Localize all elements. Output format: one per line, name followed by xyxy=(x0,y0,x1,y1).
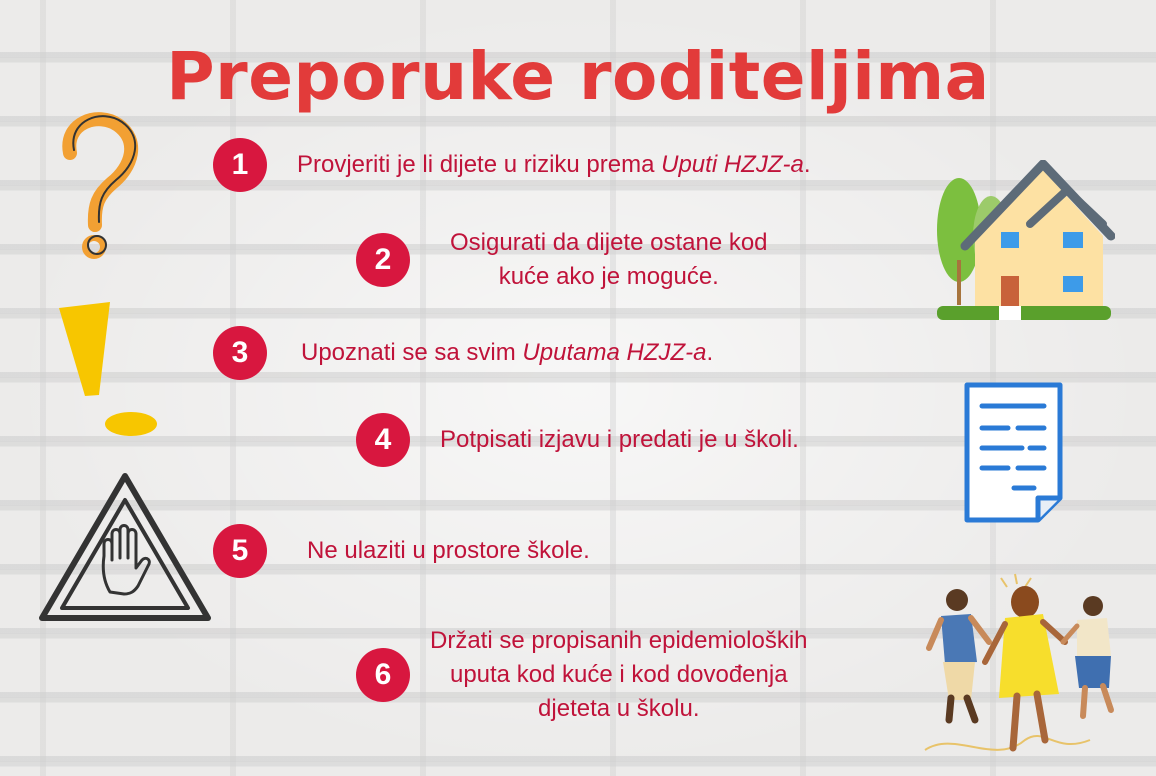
number-badge-5: 5 xyxy=(213,524,267,578)
question-mark-icon xyxy=(50,105,145,265)
document-icon xyxy=(962,380,1067,524)
page-title: Preporuke roditeljima xyxy=(166,38,990,115)
recommendation-3 xyxy=(213,326,713,380)
recommendation-4-text: Potpisati izjavu i predati je u školi. xyxy=(440,426,799,453)
recommendation-6-text: Držati se propisanih epidemioloških uputa kod kuće i kod dovođenja djeteta u školu. xyxy=(430,627,808,722)
number-badge-2: 2 xyxy=(356,233,410,287)
recommendation-5 xyxy=(213,524,590,578)
stop-hand-warning-icon xyxy=(38,470,213,625)
recommendation-3-text: Upoznati se sa svim Uputama HZJZ-a. xyxy=(301,339,714,366)
number-badge-1: 1 xyxy=(213,138,267,192)
recommendation-1 xyxy=(213,138,810,192)
number-badge-3: 3 xyxy=(213,326,267,380)
recommendation-2 xyxy=(356,226,768,294)
exclamation-mark-icon xyxy=(55,300,165,445)
recommendation-4 xyxy=(356,413,799,467)
number-badge-6: 6 xyxy=(356,648,410,702)
family-running-icon xyxy=(905,570,1130,770)
house-icon xyxy=(935,160,1115,328)
recommendation-2-text: Osigurati da dijete ostane kod kuće ako je moguće. xyxy=(450,229,768,290)
recommendation-5-text: Ne ulaziti u prostore škole. xyxy=(307,537,590,564)
recommendation-1-text: Provjeriti je li dijete u riziku prema Uputi HZJZ-a. xyxy=(297,151,811,178)
recommendation-6 xyxy=(356,624,808,726)
number-badge-4: 4 xyxy=(356,413,410,467)
